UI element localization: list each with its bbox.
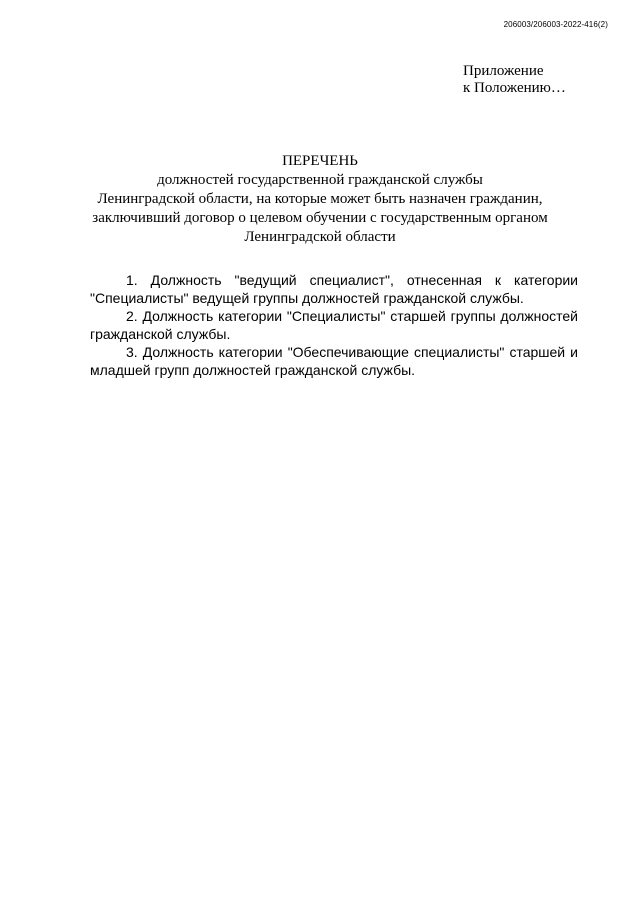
heading-line-3: заключивший договор о целевом обучении с государственным органом [92,210,548,226]
document-id: 206003/206003-2022-416(2) [503,20,608,29]
list-item-2: 2. Должность категории "Специалисты" старшей группы должностей гражданской службы. [90,308,578,342]
appendix-line-1: Приложение [463,63,544,79]
appendix-note [463,63,566,97]
heading-line-1: должностей государственной гражданской службы [157,172,483,188]
list-item-3: 3. Должность категории "Обеспечивающие специалисты" старшей и младшей групп должностей гражданской службы. [90,344,578,378]
appendix-line-2: к Положению… [463,80,566,96]
positions-list [90,271,578,379]
heading-line-2: Ленинградской области, на которые может быть назначен гражданин, [97,191,543,207]
heading-title: ПЕРЕЧЕНЬ [282,153,358,169]
list-item-1: 1. Должность "ведущий специалист", отнесенная к категории "Специалисты" ведущей группы должностей гражданской службы. [90,272,578,306]
heading-line-4: Ленинградской области [244,229,396,245]
document-heading [0,152,640,247]
